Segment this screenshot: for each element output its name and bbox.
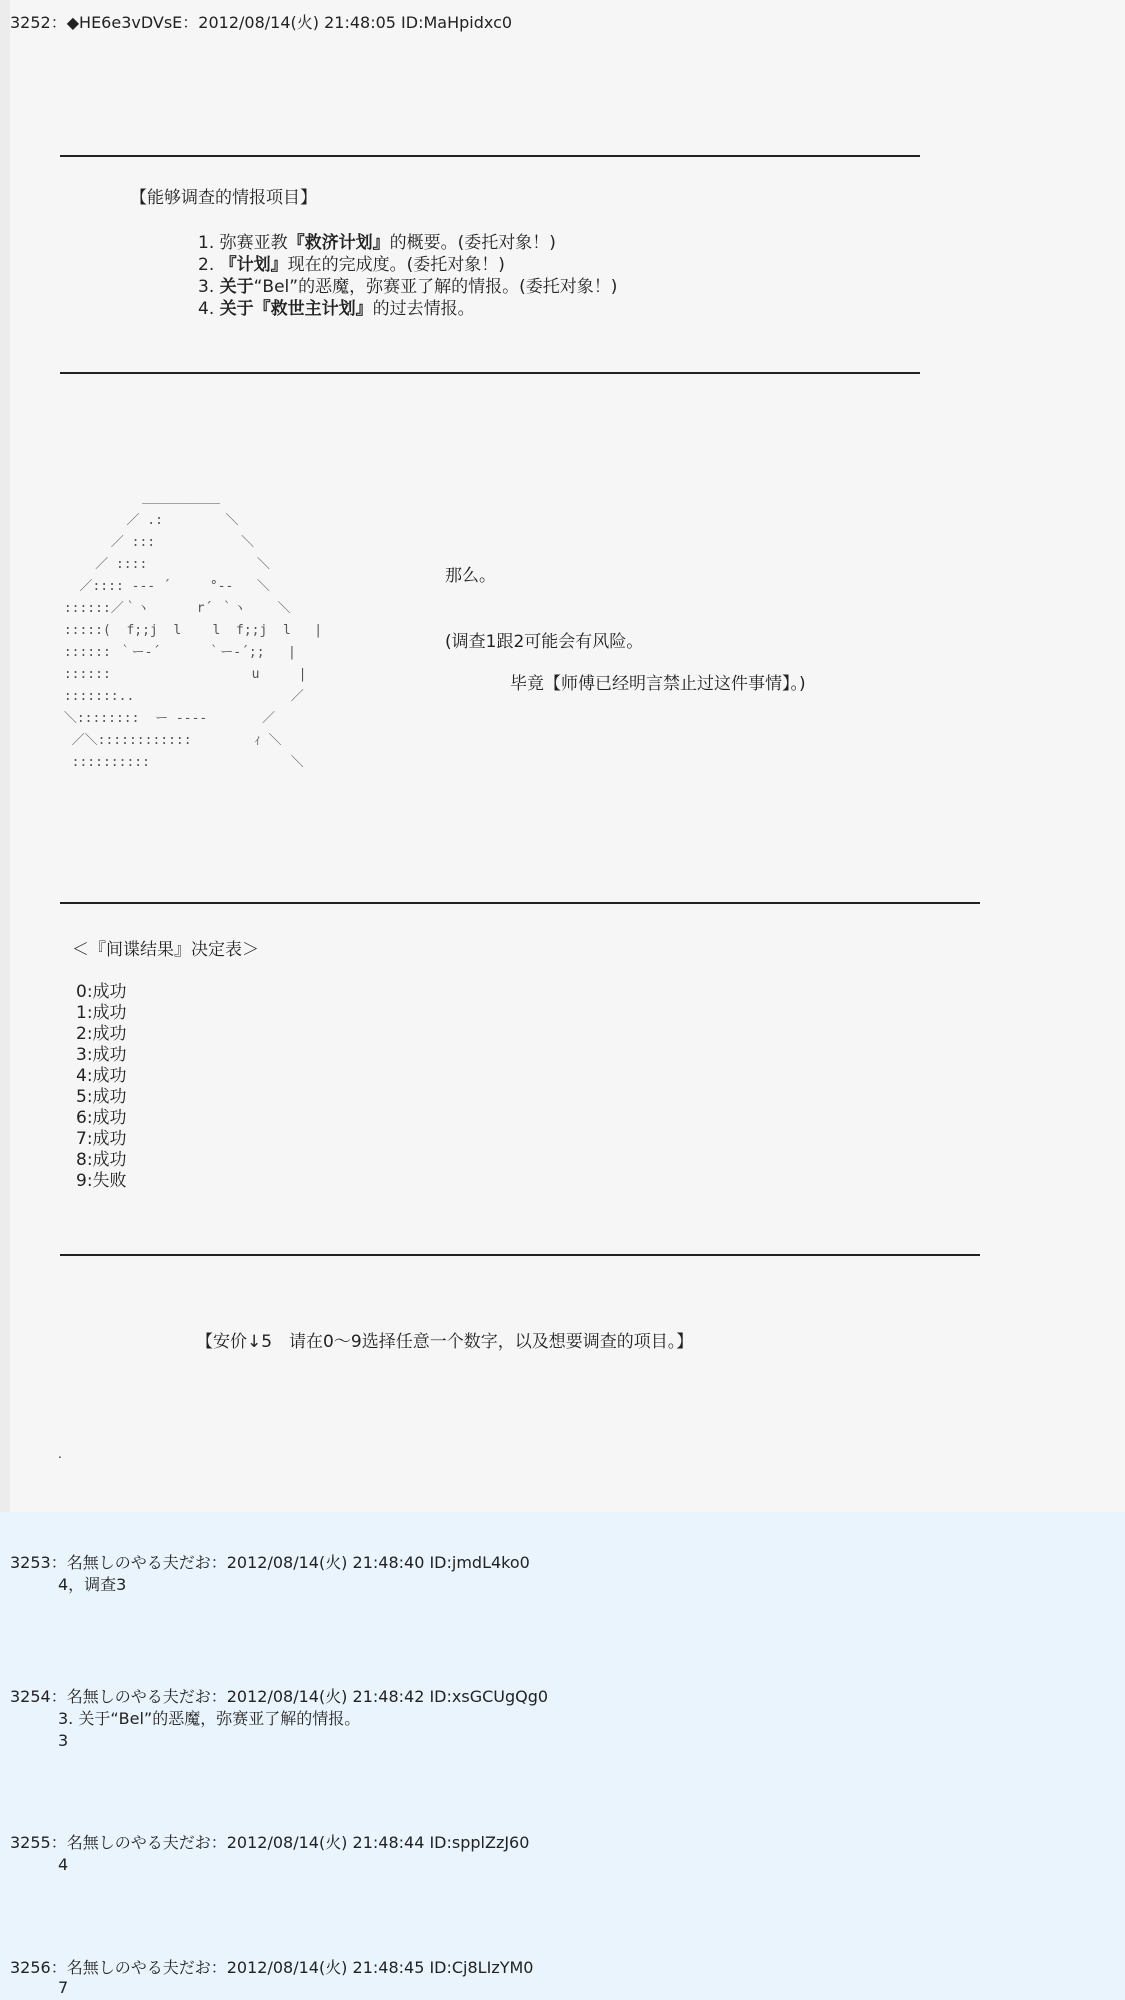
post-date: 2012/08/14(火) 21:48:05 [198, 13, 396, 32]
reply-header: 3256：名無しのやる夫だお：2012/08/14(火) 21:48:45 ID:Cj8LIzYM0 [10, 1958, 534, 1977]
result-row-9: 9:失败 [76, 1171, 127, 1191]
post-left-strip [0, 0, 10, 1512]
result-table-title: ＜『间谍结果』决定表＞ [72, 940, 259, 960]
reply-header: 3253：名無しのやる夫だお：2012/08/14(火) 21:48:40 ID:jmdL4ko0 [10, 1553, 530, 1572]
ascii-art-character: ＿＿＿＿＿＿ ／ .: ＼ ／ ::: ＼ ／ :::: ＼ ／:::: ‐‐‐ ´ °‐‐ ＼ ::::::／｀ヽ r´ ｀ヽ ＼ :::::( f;;j l l f;;j l | :::::: ｀ー‐´ ｀ー‐´;; | :::::: u | :::::::.. ／ ＼:::::::: ー ‐‐‐‐ ／ ／＼:::::::::::: ｨ ＼ :::::::::: ＼ [63, 491, 323, 770]
post-number: 3252 [10, 13, 51, 32]
divider-line [60, 902, 980, 904]
dialogue-line-3: 毕竟【师傅已经明言禁止过这件事情】。) [510, 674, 806, 694]
reply-body-line: 4，调查3 [58, 1575, 127, 1594]
result-row-1: 1:成功 [76, 1003, 127, 1023]
investigation-item-4: 4. 关于『救世主计划』的过去情报。 [198, 299, 475, 319]
reply-body-line: 3 [58, 1731, 69, 1750]
reply-body-line: 4 [58, 1855, 69, 1874]
result-row-2: 2:成功 [76, 1024, 127, 1044]
investigation-heading: 【能够调查的情报项目】 [130, 188, 317, 208]
result-row-8: 8:成功 [76, 1150, 127, 1170]
result-row-7: 7:成功 [76, 1129, 127, 1149]
result-row-4: 4:成功 [76, 1066, 127, 1086]
reply-body-line: 3. 关于“Bel”的恶魔，弥赛亚了解的情报。 [58, 1709, 361, 1728]
investigation-item-3: 3. 关于“Bel”的恶魔，弥赛亚了解的情报。(委托对象！) [198, 277, 618, 297]
result-row-5: 5:成功 [76, 1087, 127, 1107]
investigation-item-2: 2. 『计划』现在的完成度。(委托对象！) [198, 255, 505, 275]
divider-line [60, 372, 920, 374]
reply-header: 3254：名無しのやる夫だお：2012/08/14(火) 21:48:42 ID:xsGCUgQg0 [10, 1687, 549, 1706]
result-row-0: 0:成功 [76, 982, 127, 1002]
dialogue-line-1: 那么。 [445, 566, 496, 586]
divider-line [60, 155, 920, 157]
post-id: ID:MaHpidxc0 [401, 13, 513, 32]
reply-body-line: 7 [58, 1978, 69, 1997]
stray-dot: . [58, 1447, 62, 1461]
anka-instruction: 【安价↓5 请在0～9选择任意一个数字，以及想要调查的项目。】 [196, 1332, 694, 1352]
investigation-item-1: 1. 弥赛亚教『救济计划』的概要。(委托对象！) [198, 233, 556, 253]
poster-trip: ◆HE6e3vDVsE [66, 13, 183, 32]
result-row-6: 6:成功 [76, 1108, 127, 1128]
dialogue-line-2: (调查1跟2可能会有风险。 [445, 632, 644, 652]
divider-line [60, 1254, 980, 1256]
reply-header: 3255：名無しのやる夫だお：2012/08/14(火) 21:48:44 ID:spplZzJ60 [10, 1833, 530, 1852]
result-row-3: 3:成功 [76, 1045, 127, 1065]
post-header: 3252：◆HE6e3vDVsE：2012/08/14(火) 21:48:05 ID:MaHpidxc0 [10, 13, 513, 32]
